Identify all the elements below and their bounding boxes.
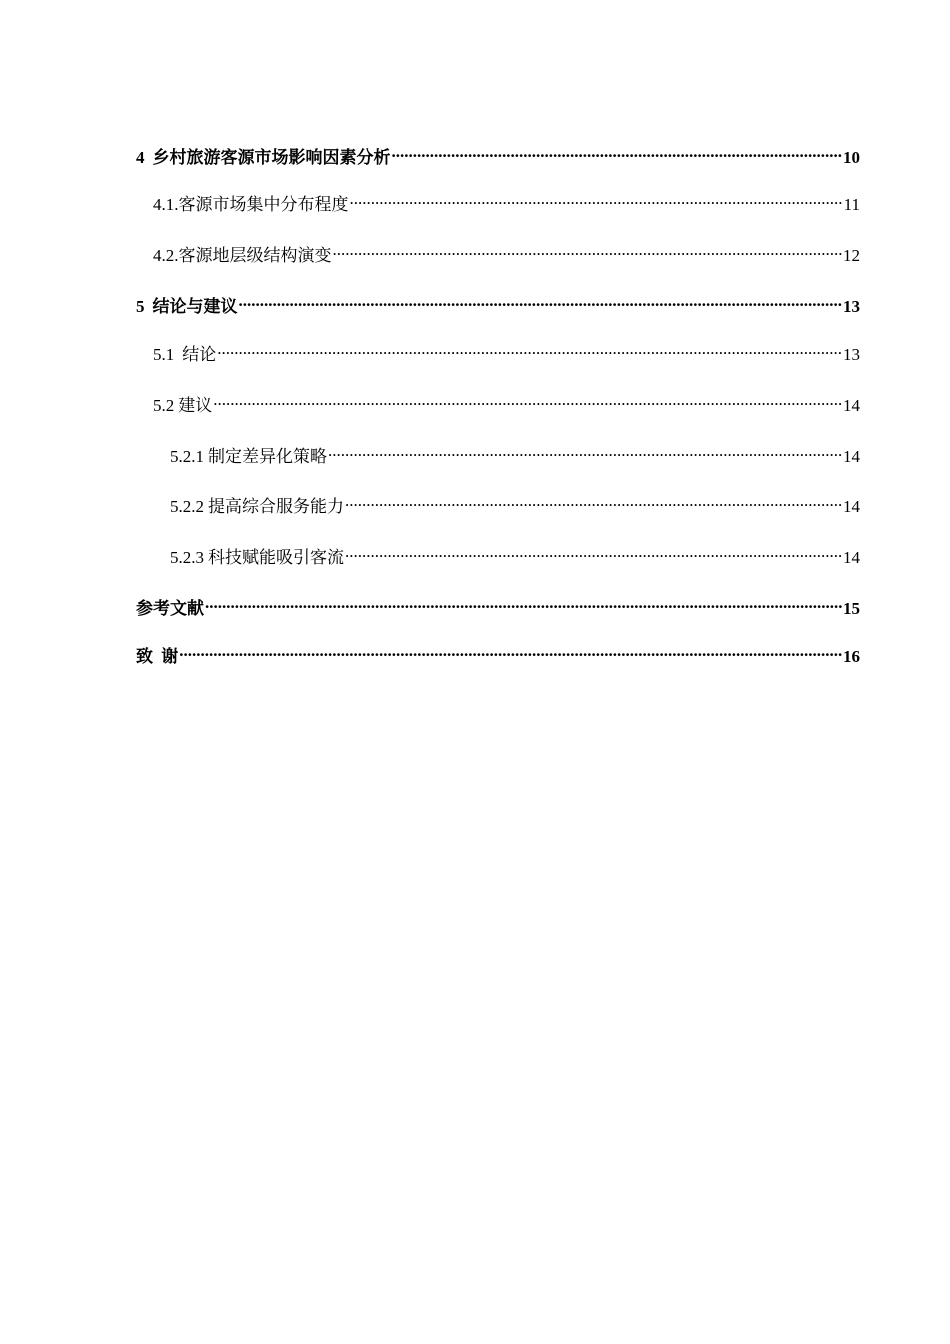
toc-entry-title: 参考文献 xyxy=(136,599,204,618)
toc-entry-page: 10 xyxy=(843,148,860,167)
toc-entry-subsection-5-2-1[interactable] xyxy=(170,440,860,468)
toc-entry-page: 15 xyxy=(843,599,860,618)
toc-dot-leader xyxy=(217,338,842,360)
toc-dot-leader xyxy=(328,440,842,462)
toc-entry-chapter-4[interactable] xyxy=(136,141,860,169)
toc-entry-page: 12 xyxy=(843,246,860,265)
toc-entry-number: 4 xyxy=(136,148,145,167)
toc-dot-leader xyxy=(213,389,842,411)
toc-entry-number: 5.2.3 xyxy=(170,548,204,567)
toc-entry-title: 科技赋能吸引客流 xyxy=(208,548,344,567)
toc-dot-leader xyxy=(345,490,842,512)
toc-entry-subsection-5-2-2[interactable] xyxy=(170,490,860,518)
toc-entry-title: 结论与建议 xyxy=(152,297,238,316)
toc-entry-chapter-5[interactable] xyxy=(136,290,860,318)
toc-entry-number: 5.2 xyxy=(153,396,175,415)
toc-dot-leader xyxy=(350,188,843,210)
toc-entry-number: 5.1 xyxy=(153,345,175,364)
toc-entry-page: 13 xyxy=(843,297,860,316)
toc-entry-title: 客源地层级结构演变 xyxy=(178,246,332,265)
toc-entry-number: 5.2.2 xyxy=(170,497,204,516)
toc-entry-title: 提高综合服务能力 xyxy=(208,497,344,516)
toc-entry-title: 结论 xyxy=(182,345,217,364)
toc-entry-section-4-2[interactable] xyxy=(153,239,860,267)
toc-entry-references[interactable] xyxy=(136,592,860,620)
toc-entry-page: 14 xyxy=(843,497,860,516)
toc-entry-section-5-1[interactable] xyxy=(153,338,860,366)
toc-entry-number: 4.1. xyxy=(153,195,179,214)
toc-dot-leader xyxy=(205,592,842,614)
toc-entry-title: 乡村旅游客源市场影响因素分析 xyxy=(152,148,391,167)
toc-entry-section-5-2[interactable] xyxy=(153,389,860,417)
toc-dot-leader xyxy=(179,640,842,662)
toc-entry-acknowledgements[interactable] xyxy=(136,640,860,668)
toc-entry-page: 14 xyxy=(843,548,860,567)
toc-dot-leader xyxy=(345,541,842,563)
toc-entry-title: 制定差异化策略 xyxy=(208,447,327,466)
toc-entry-page: 13 xyxy=(843,345,860,364)
toc-dot-leader xyxy=(392,141,843,163)
toc-entry-page: 14 xyxy=(843,396,860,415)
toc-entry-title: 致 谢 xyxy=(136,647,179,666)
toc-entry-number: 5.2.1 xyxy=(170,447,204,466)
toc-dot-leader xyxy=(333,239,843,261)
toc-entry-number: 5 xyxy=(136,297,145,316)
toc-dot-leader xyxy=(239,290,843,312)
toc-entry-page: 16 xyxy=(843,647,860,666)
toc-entry-number: 4.2. xyxy=(153,246,179,265)
toc-entry-title: 客源市场集中分布程度 xyxy=(178,195,349,214)
toc-entry-section-4-1[interactable] xyxy=(153,188,860,216)
toc-entry-subsection-5-2-3[interactable] xyxy=(170,541,860,569)
toc-entry-page: 11 xyxy=(843,195,860,214)
toc-entry-title: 建议 xyxy=(178,396,213,415)
toc-entry-page: 14 xyxy=(843,447,860,466)
